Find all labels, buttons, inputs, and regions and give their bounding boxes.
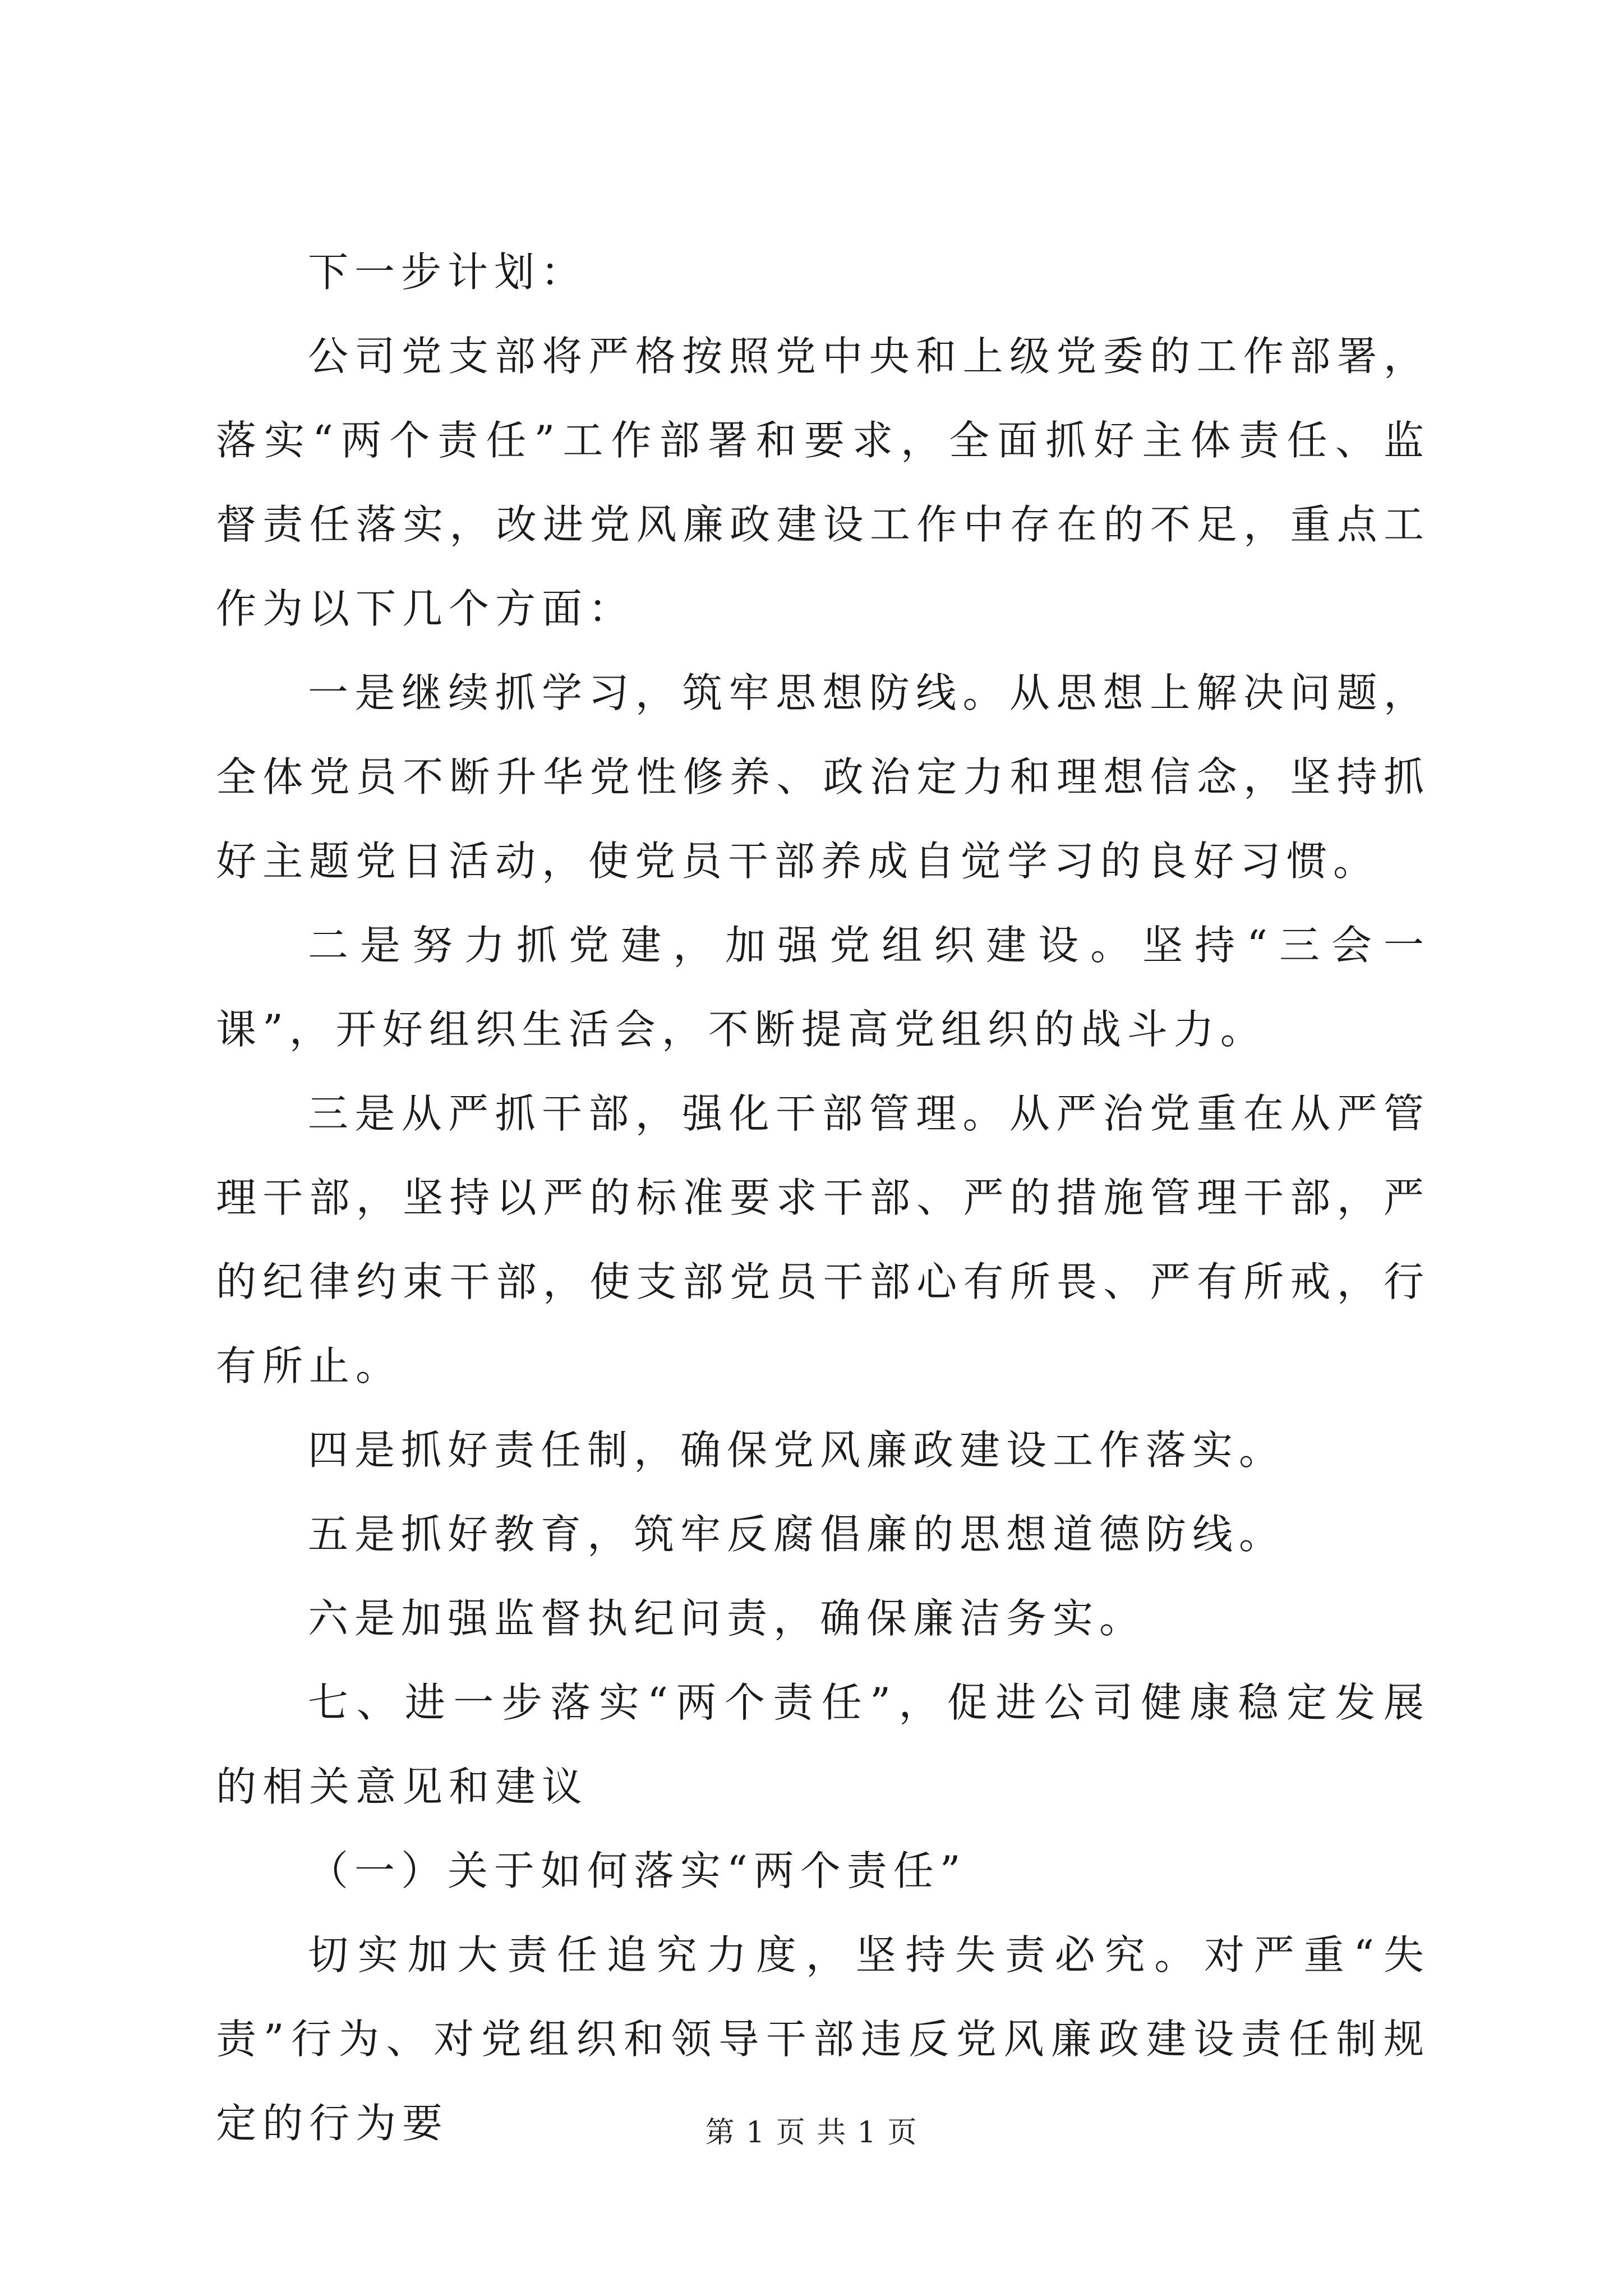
- document-body: [216, 230, 1430, 2165]
- paragraph-item-1: 一是继续抓学习，筑牢思想防线。从思想上解决问题，全体党员不断升华党性修养、政治定力和理想信念，坚持抓好主题党日活动，使党员干部养成自觉学习的良好习惯。: [216, 669, 1430, 885]
- heading-next-step-plan: 下一步计划：: [308, 249, 588, 296]
- subheading-one: （一）关于如何落实“两个责任”: [308, 1847, 967, 1894]
- page-number-footer: 第 1 页 共 1 页: [705, 2116, 918, 2150]
- paragraph-item-6: 六是加强监督执纪问责，确保廉洁务实。: [308, 1595, 1146, 1642]
- section-heading-seven: 七、进一步落实“两个责任”，促进公司健康稳定发展的相关意见和建议: [216, 1679, 1430, 1810]
- paragraph-item-3: 三是从严抓干部，强化干部管理。从严治党重在从严管理干部，坚持以严的标准要求干部、严的措施管理干部，严的纪律约束干部，使支部党员干部心有所畏、严有所戒，行有所止。: [216, 1090, 1430, 1389]
- paragraph-item-4: 四是抓好责任制，确保党风廉政建设工作落实。: [308, 1427, 1286, 1474]
- paragraph-accountability: 切实加大责任追究力度，坚持失责必究。对严重“失责”行为、对党组织和领导干部违反党风廉政建设责任制规定的行为要: [216, 1931, 1430, 2147]
- paragraph-item-5: 五是抓好教育，筑牢反腐倡廉的思想道德防线。: [308, 1511, 1286, 1558]
- paragraph-intro: 公司党支部将严格按照党中央和上级党委的工作部署，落实“两个责任”工作部署和要求，全面抓好主体责任、监督责任落实，改进党风廉政建设工作中存在的不足，重点工作为以下几个方面：: [216, 333, 1430, 632]
- paragraph-item-2: 二是努力抓党建，加强党组织建设。坚持“三会一课”，开好组织生活会，不断提高党组织的战斗力。: [216, 922, 1430, 1053]
